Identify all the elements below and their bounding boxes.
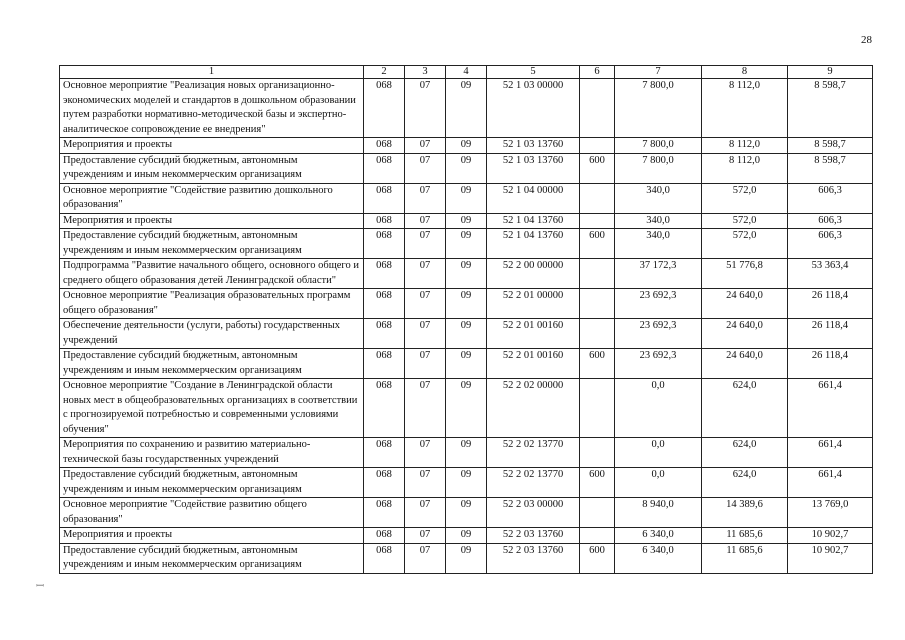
row-value-cell: 51 776,8 bbox=[702, 259, 788, 289]
table-body bbox=[60, 79, 873, 574]
row-name-cell: Мероприятия и проекты bbox=[60, 528, 364, 544]
row-value-cell: 600 bbox=[580, 468, 615, 498]
row-value-cell: 624,0 bbox=[702, 438, 788, 468]
row-value-cell: 23 692,3 bbox=[615, 349, 702, 379]
row-value-cell: 52 1 04 13760 bbox=[487, 213, 580, 229]
row-value-cell: 09 bbox=[446, 138, 487, 154]
row-name-cell: Мероприятия и проекты bbox=[60, 213, 364, 229]
row-value-cell: 6 340,0 bbox=[615, 528, 702, 544]
row-value-cell: 26 118,4 bbox=[788, 289, 873, 319]
row-value-cell: 8 598,7 bbox=[788, 79, 873, 138]
row-name-cell: Мероприятия по сохранению и развитию материально-технической базы государственных учреждений bbox=[60, 438, 364, 468]
row-value-cell: 068 bbox=[364, 79, 405, 138]
row-value-cell: 340,0 bbox=[615, 229, 702, 259]
row-value-cell: 07 bbox=[405, 319, 446, 349]
row-value-cell bbox=[580, 438, 615, 468]
row-value-cell: 07 bbox=[405, 498, 446, 528]
row-value-cell: 07 bbox=[405, 438, 446, 468]
row-name-cell: Мероприятия и проекты bbox=[60, 138, 364, 154]
row-value-cell: 52 2 02 13770 bbox=[487, 468, 580, 498]
row-value-cell: 52 2 00 00000 bbox=[487, 259, 580, 289]
row-value-cell: 52 1 03 00000 bbox=[487, 79, 580, 138]
row-value-cell: 600 bbox=[580, 349, 615, 379]
row-value-cell: 07 bbox=[405, 79, 446, 138]
row-name-cell: Предоставление субсидий бюджетным, автономным учреждениям и иным некоммерческим организациям bbox=[60, 229, 364, 259]
row-value-cell bbox=[580, 138, 615, 154]
table-row bbox=[60, 349, 873, 379]
row-value-cell: 572,0 bbox=[702, 213, 788, 229]
row-value-cell: 52 2 01 00160 bbox=[487, 319, 580, 349]
row-value-cell: 09 bbox=[446, 183, 487, 213]
row-value-cell bbox=[580, 319, 615, 349]
row-value-cell: 13 769,0 bbox=[788, 498, 873, 528]
row-value-cell: 7 800,0 bbox=[615, 79, 702, 138]
table-row bbox=[60, 289, 873, 319]
column-header: 5 bbox=[487, 66, 580, 79]
table-row bbox=[60, 468, 873, 498]
row-value-cell: 26 118,4 bbox=[788, 349, 873, 379]
row-value-cell: 068 bbox=[364, 543, 405, 573]
table-row bbox=[60, 528, 873, 544]
row-value-cell: 606,3 bbox=[788, 229, 873, 259]
row-value-cell: 09 bbox=[446, 79, 487, 138]
row-name-cell: Обеспечение деятельности (услуги, работы) государственных учреждений bbox=[60, 319, 364, 349]
row-value-cell: 52 2 03 13760 bbox=[487, 528, 580, 544]
row-value-cell: 068 bbox=[364, 289, 405, 319]
row-value-cell: 53 363,4 bbox=[788, 259, 873, 289]
row-value-cell: 8 940,0 bbox=[615, 498, 702, 528]
row-value-cell: 07 bbox=[405, 379, 446, 438]
page-number: 28 bbox=[861, 34, 872, 46]
row-value-cell: 0,0 bbox=[615, 438, 702, 468]
row-value-cell: 068 bbox=[364, 259, 405, 289]
row-value-cell: 068 bbox=[364, 468, 405, 498]
row-value-cell: 09 bbox=[446, 498, 487, 528]
row-value-cell: 07 bbox=[405, 259, 446, 289]
row-value-cell: 624,0 bbox=[702, 379, 788, 438]
row-value-cell: 6 340,0 bbox=[615, 543, 702, 573]
row-value-cell: 09 bbox=[446, 438, 487, 468]
margin-mark: ꟷ bbox=[36, 581, 45, 592]
row-value-cell: 8 112,0 bbox=[702, 79, 788, 138]
table-row bbox=[60, 138, 873, 154]
row-value-cell: 23 692,3 bbox=[615, 319, 702, 349]
table-row bbox=[60, 229, 873, 259]
row-value-cell: 09 bbox=[446, 289, 487, 319]
row-value-cell: 068 bbox=[364, 528, 405, 544]
row-value-cell: 11 685,6 bbox=[702, 528, 788, 544]
column-header: 6 bbox=[580, 66, 615, 79]
row-value-cell: 07 bbox=[405, 528, 446, 544]
table-row bbox=[60, 498, 873, 528]
row-name-cell: Основное мероприятие "Содействие развитию общего образования" bbox=[60, 498, 364, 528]
row-value-cell: 09 bbox=[446, 229, 487, 259]
row-value-cell bbox=[580, 79, 615, 138]
row-value-cell: 10 902,7 bbox=[788, 528, 873, 544]
row-value-cell: 09 bbox=[446, 528, 487, 544]
row-value-cell: 11 685,6 bbox=[702, 543, 788, 573]
row-value-cell bbox=[580, 498, 615, 528]
table-row bbox=[60, 79, 873, 138]
table-row bbox=[60, 438, 873, 468]
table-row bbox=[60, 183, 873, 213]
budget-table bbox=[59, 65, 873, 574]
header-row bbox=[60, 66, 873, 79]
row-value-cell: 07 bbox=[405, 138, 446, 154]
row-value-cell: 068 bbox=[364, 349, 405, 379]
row-value-cell: 52 2 03 00000 bbox=[487, 498, 580, 528]
row-value-cell: 068 bbox=[364, 183, 405, 213]
row-value-cell: 09 bbox=[446, 379, 487, 438]
column-header: 8 bbox=[702, 66, 788, 79]
row-value-cell: 661,4 bbox=[788, 468, 873, 498]
table-row bbox=[60, 213, 873, 229]
row-value-cell: 52 2 02 00000 bbox=[487, 379, 580, 438]
row-value-cell: 09 bbox=[446, 259, 487, 289]
row-value-cell: 7 800,0 bbox=[615, 153, 702, 183]
column-header: 3 bbox=[405, 66, 446, 79]
column-header: 7 bbox=[615, 66, 702, 79]
row-value-cell: 37 172,3 bbox=[615, 259, 702, 289]
row-name-cell: Основное мероприятие "Реализация образовательных программ общего образования" bbox=[60, 289, 364, 319]
row-name-cell: Основное мероприятие "Содействие развитию дошкольного образования" bbox=[60, 183, 364, 213]
row-value-cell: 07 bbox=[405, 349, 446, 379]
row-value-cell: 09 bbox=[446, 153, 487, 183]
row-value-cell: 600 bbox=[580, 543, 615, 573]
row-value-cell: 0,0 bbox=[615, 379, 702, 438]
column-header: 4 bbox=[446, 66, 487, 79]
row-value-cell: 07 bbox=[405, 153, 446, 183]
row-value-cell bbox=[580, 528, 615, 544]
row-value-cell: 52 2 03 13760 bbox=[487, 543, 580, 573]
row-value-cell: 600 bbox=[580, 229, 615, 259]
row-value-cell bbox=[580, 213, 615, 229]
row-value-cell: 09 bbox=[446, 213, 487, 229]
row-value-cell: 8 598,7 bbox=[788, 153, 873, 183]
row-name-cell: Основное мероприятие "Реализация новых организационно-экономических моделей и стандартов в дошкольном образовании путем разработки нормативно-методической базы и экспертно-аналитическое сопровождение ее внедрения" bbox=[60, 79, 364, 138]
column-header: 1 bbox=[60, 66, 364, 79]
row-value-cell: 572,0 bbox=[702, 183, 788, 213]
row-value-cell: 8 112,0 bbox=[702, 153, 788, 183]
row-value-cell: 24 640,0 bbox=[702, 319, 788, 349]
row-value-cell: 068 bbox=[364, 153, 405, 183]
row-value-cell: 068 bbox=[364, 138, 405, 154]
row-value-cell: 340,0 bbox=[615, 213, 702, 229]
row-value-cell: 661,4 bbox=[788, 438, 873, 468]
row-value-cell: 07 bbox=[405, 213, 446, 229]
row-value-cell: 8 598,7 bbox=[788, 138, 873, 154]
row-value-cell: 600 bbox=[580, 153, 615, 183]
row-value-cell: 8 112,0 bbox=[702, 138, 788, 154]
row-value-cell: 26 118,4 bbox=[788, 319, 873, 349]
row-value-cell: 14 389,6 bbox=[702, 498, 788, 528]
row-value-cell: 10 902,7 bbox=[788, 543, 873, 573]
row-value-cell: 7 800,0 bbox=[615, 138, 702, 154]
row-value-cell: 068 bbox=[364, 213, 405, 229]
table-row bbox=[60, 543, 873, 573]
row-value-cell: 23 692,3 bbox=[615, 289, 702, 319]
row-value-cell bbox=[580, 259, 615, 289]
row-value-cell: 52 2 02 13770 bbox=[487, 438, 580, 468]
row-value-cell bbox=[580, 183, 615, 213]
row-value-cell: 09 bbox=[446, 319, 487, 349]
row-value-cell: 07 bbox=[405, 468, 446, 498]
row-value-cell: 07 bbox=[405, 183, 446, 213]
row-value-cell bbox=[580, 379, 615, 438]
table-row bbox=[60, 379, 873, 438]
row-value-cell: 068 bbox=[364, 379, 405, 438]
row-value-cell: 606,3 bbox=[788, 213, 873, 229]
table-row bbox=[60, 319, 873, 349]
row-value-cell: 52 1 04 13760 bbox=[487, 229, 580, 259]
row-name-cell: Предоставление субсидий бюджетным, автономным учреждениям и иным некоммерческим организациям bbox=[60, 153, 364, 183]
row-value-cell: 068 bbox=[364, 438, 405, 468]
row-name-cell: Подпрограмма "Развитие начального общего, основного общего и среднего общего образования детей Ленинградской области" bbox=[60, 259, 364, 289]
row-name-cell: Предоставление субсидий бюджетным, автономным учреждениям и иным некоммерческим организациям bbox=[60, 468, 364, 498]
row-name-cell: Основное мероприятие "Создание в Ленинградской области новых мест в общеобразовательных организациях в соответствии с прогнозируемой потребностью и современными условиями обучения" bbox=[60, 379, 364, 438]
row-value-cell: 07 bbox=[405, 289, 446, 319]
row-value-cell bbox=[580, 289, 615, 319]
row-value-cell: 606,3 bbox=[788, 183, 873, 213]
row-value-cell: 0,0 bbox=[615, 468, 702, 498]
row-value-cell: 52 1 03 13760 bbox=[487, 138, 580, 154]
row-value-cell: 52 1 03 13760 bbox=[487, 153, 580, 183]
table-row bbox=[60, 153, 873, 183]
row-value-cell: 624,0 bbox=[702, 468, 788, 498]
row-value-cell: 24 640,0 bbox=[702, 289, 788, 319]
table-row bbox=[60, 259, 873, 289]
row-value-cell: 52 2 01 00000 bbox=[487, 289, 580, 319]
row-value-cell: 068 bbox=[364, 498, 405, 528]
column-header: 9 bbox=[788, 66, 873, 79]
row-value-cell: 340,0 bbox=[615, 183, 702, 213]
row-value-cell: 09 bbox=[446, 468, 487, 498]
row-value-cell: 09 bbox=[446, 543, 487, 573]
row-value-cell: 07 bbox=[405, 543, 446, 573]
row-value-cell: 661,4 bbox=[788, 379, 873, 438]
row-value-cell: 07 bbox=[405, 229, 446, 259]
row-value-cell: 068 bbox=[364, 229, 405, 259]
row-name-cell: Предоставление субсидий бюджетным, автономным учреждениям и иным некоммерческим организациям bbox=[60, 349, 364, 379]
row-value-cell: 52 2 01 00160 bbox=[487, 349, 580, 379]
row-value-cell: 068 bbox=[364, 319, 405, 349]
column-header: 2 bbox=[364, 66, 405, 79]
row-value-cell: 09 bbox=[446, 349, 487, 379]
row-value-cell: 24 640,0 bbox=[702, 349, 788, 379]
row-name-cell: Предоставление субсидий бюджетным, автономным учреждениям и иным некоммерческим организациям bbox=[60, 543, 364, 573]
row-value-cell: 572,0 bbox=[702, 229, 788, 259]
row-value-cell: 52 1 04 00000 bbox=[487, 183, 580, 213]
